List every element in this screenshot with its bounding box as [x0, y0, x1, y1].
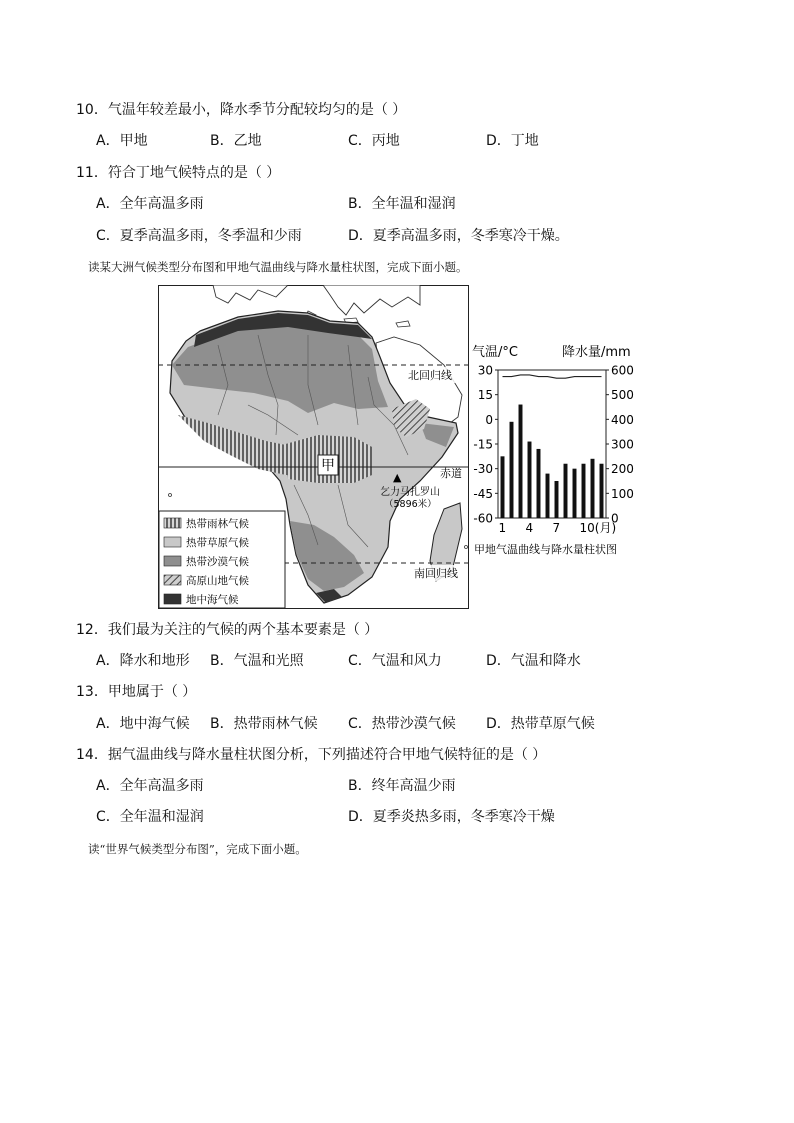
q13-option-b[interactable]: B．热带雨林气候	[210, 716, 318, 732]
chart-axes	[473, 364, 634, 536]
legend-rainforest-label: 热带雨林气候	[186, 518, 249, 530]
chart-temperature-curve	[503, 375, 602, 378]
precipitation-bar	[564, 464, 568, 518]
question-13-stem: 13．甲地属于（ ）	[76, 684, 197, 700]
x-tick-label: 10(月)	[579, 521, 617, 535]
precipitation-bar	[537, 449, 541, 518]
q14-option-c[interactable]: C．全年温和湿润	[96, 809, 204, 825]
y-left-tick-label: -15	[473, 437, 493, 452]
x-tick-label: 4	[525, 521, 534, 535]
y-left-tick-label: -45	[473, 486, 493, 501]
y-right-tick-label: 500	[611, 388, 634, 403]
q12-option-d[interactable]: D．气温和降水	[486, 653, 581, 669]
precipitation-bar	[510, 422, 514, 518]
legend-savanna-label: 热带草原气候	[186, 537, 249, 549]
precipitation-bar	[519, 405, 523, 518]
y-right-axis-label: 降水量/mm	[562, 345, 631, 360]
q13-option-a[interactable]: A．地中海气候	[96, 716, 190, 732]
x-tick-label: 1	[498, 521, 507, 535]
q12-option-a[interactable]: A．降水和地形	[96, 653, 190, 669]
x-tick-label: 7	[552, 521, 561, 535]
q12-option-c[interactable]: C．气温和风力	[348, 653, 442, 669]
question-12-stem: 12．我们最为关注的气候的两个基本要素是（ ）	[76, 622, 379, 638]
q10-option-b[interactable]: B．乙地	[210, 133, 262, 149]
question-11-stem: 11．符合丁地气候特点的是（ ）	[76, 165, 281, 181]
q10-option-c[interactable]: C．丙地	[348, 133, 400, 149]
precipitation-bar	[555, 481, 559, 518]
mountain-marker-icon: ▲	[393, 471, 402, 484]
y-left-axis-label: 气温/°C	[472, 345, 518, 360]
q14-option-b[interactable]: B．终年高温少雨	[348, 778, 456, 794]
q14-option-a[interactable]: A．全年高温多雨	[96, 778, 204, 794]
precipitation-bar	[546, 474, 550, 518]
precipitation-bar	[528, 442, 532, 518]
y-left-tick-label: 0	[485, 412, 493, 427]
y-left-tick-label: -30	[473, 462, 493, 477]
chart-frame	[498, 370, 606, 518]
y-left-tick-label: 30	[477, 363, 493, 378]
y-right-tick-label: 400	[611, 412, 634, 427]
q11-option-c[interactable]: C．夏季高温多雨，冬季温和少雨	[96, 228, 302, 244]
q10-option-d[interactable]: D．丁地	[486, 133, 539, 149]
climate-chart	[466, 338, 646, 560]
precipitation-bar	[573, 469, 577, 518]
q12-option-b[interactable]: B．气温和光照	[210, 653, 304, 669]
y-right-tick-label: 0	[611, 511, 619, 526]
y-left-tick-label: 15	[477, 388, 493, 403]
chart-title: 甲地气温曲线与降水量柱状图	[474, 543, 617, 556]
equator-label: 赤道	[440, 467, 462, 480]
intro-text-2: 读“世界气候类型分布图”，完成下面小题。	[88, 842, 307, 856]
question-10-stem: 10．气温年较差最小，降水季节分配较均匀的是（ ）	[76, 102, 407, 118]
intro-text-1: 读某大洲气候类型分布图和甲地气温曲线与降水量柱状图，完成下面小题。	[88, 260, 468, 274]
y-left-tick-label: -60	[473, 511, 493, 526]
y-right-tick-label: 300	[611, 437, 634, 452]
precipitation-bar	[591, 459, 595, 518]
africa-climate-map	[158, 285, 469, 609]
q13-option-d[interactable]: D．热带草原气候	[486, 716, 595, 732]
map-legend	[159, 511, 285, 608]
q11-option-a[interactable]: A．全年高温多雨	[96, 196, 204, 212]
tropic-of-capricorn-label: 南回归线	[414, 567, 458, 580]
question-14-stem: 14．据气温曲线与降水量柱状图分析，下列描述符合甲地气候特征的是（ ）	[76, 747, 547, 763]
temperature-line	[503, 375, 602, 378]
precipitation-bar	[600, 464, 604, 518]
chart-bars	[501, 405, 604, 518]
precipitation-bar	[501, 456, 505, 518]
y-right-tick-label: 200	[611, 462, 634, 477]
y-right-tick-label: 100	[611, 486, 634, 501]
precipitation-bar	[582, 464, 586, 518]
mountain-name-label: 乞力马扎罗山	[380, 487, 440, 498]
q13-option-c[interactable]: C．热带沙漠气候	[348, 716, 456, 732]
q11-option-d[interactable]: D．夏季高温多雨，冬季寒冷干燥。	[348, 228, 569, 244]
legend-mediterranean-label: 地中海气候	[186, 594, 239, 606]
legend-desert-label: 热带沙漠气候	[186, 556, 249, 568]
point-jia-label: 甲	[321, 458, 335, 474]
legend-highland-label: 高原山地气候	[186, 575, 249, 587]
q11-option-b[interactable]: B．全年温和湿润	[348, 196, 456, 212]
q14-option-d[interactable]: D．夏季炎热多雨，冬季寒冷干燥	[348, 809, 555, 825]
mountain-height-label: （5896米）	[384, 499, 437, 510]
q10-option-a[interactable]: A．甲地	[96, 133, 148, 149]
y-right-tick-label: 600	[611, 363, 634, 378]
tropic-of-cancer-label: 北回归线	[408, 369, 452, 382]
